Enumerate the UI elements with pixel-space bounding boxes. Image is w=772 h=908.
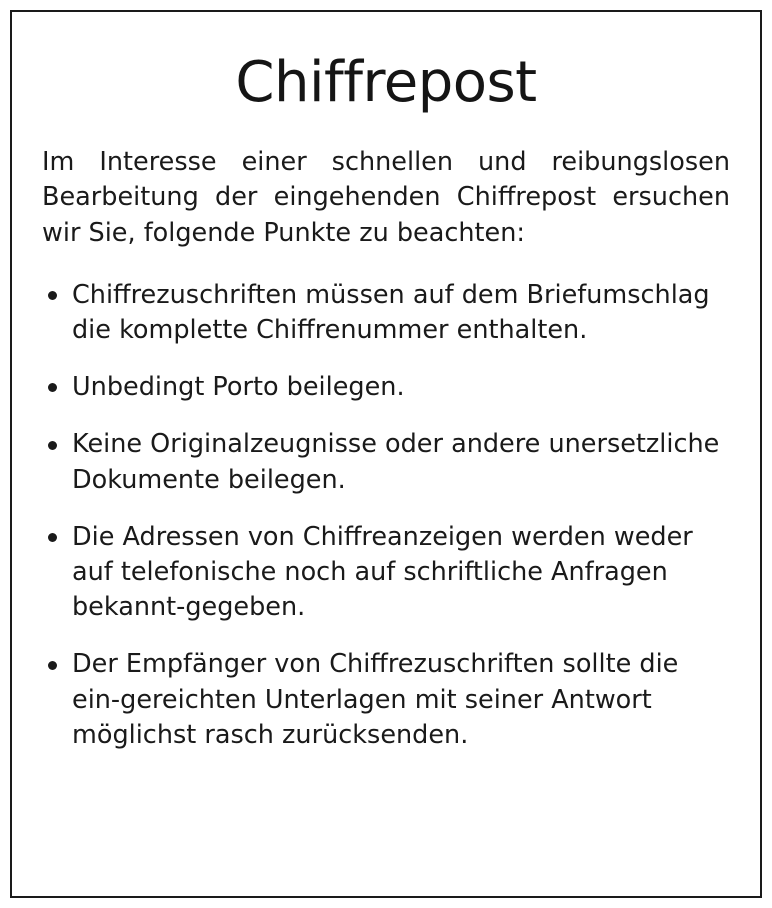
list-item-text: Unbedingt Porto beilegen. (72, 372, 405, 403)
list-item-text: Die Adressen von Chiffreanzeigen werden weder auf telefonische noch auf schriftliche Anfragen bekannt-gegeben. (72, 521, 693, 623)
bullet-dot-icon (48, 661, 57, 670)
list-item-text: Der Empfänger von Chiffrezuschriften sollte die ein-gereichten Unterlagen mit seiner Antwort möglichst rasch zurücksenden. (72, 649, 679, 750)
notice-box (10, 10, 762, 898)
page-title: Chiffrepost (235, 50, 537, 115)
notice-content (12, 12, 760, 896)
list-item (42, 278, 730, 348)
list-item-text: Chiffrezuschriften müssen auf dem Briefumschlag die komplette Chiffrenummer enthalten. (72, 279, 710, 346)
instruction-list (38, 278, 734, 753)
bullet-dot-icon (48, 383, 57, 392)
intro-paragraph: Im Interesse einer schnellen und reibungslosen Bearbeitung der eingehenden Chiffrepost ersuchen wir Sie, folgende Punkte zu beachten: (42, 146, 730, 249)
bullet-dot-icon (48, 533, 57, 542)
list-item (42, 520, 730, 626)
list-item (42, 370, 730, 405)
list-item-text: Keine Originalzeugnisse oder andere unersetzliche Dokumente beilegen. (72, 429, 720, 495)
bullet-dot-icon (48, 441, 57, 450)
list-item (42, 427, 730, 497)
list-item (42, 647, 730, 753)
bullet-dot-icon (48, 291, 57, 300)
